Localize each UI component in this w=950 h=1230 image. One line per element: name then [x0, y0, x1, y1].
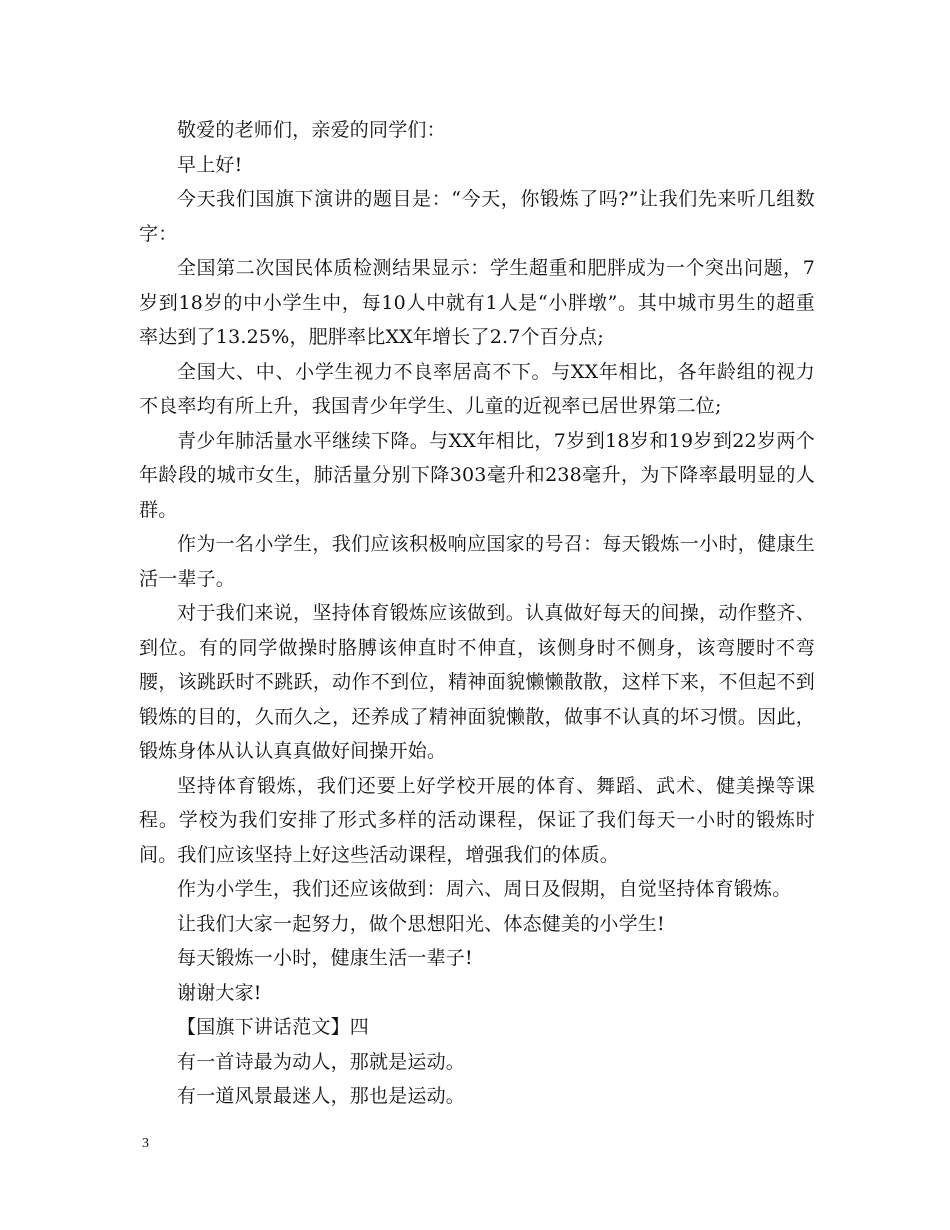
paragraph-slogan: 每天锻炼一小时，健康生活一辈子! — [177, 947, 473, 969]
section-heading: 【国旗下讲话范文】四 — [177, 1016, 370, 1038]
document-body — [139, 113, 815, 1114]
paragraph-thanks: 谢谢大家! — [177, 981, 262, 1004]
paragraph-lung-capacity: 青少年肺活量水平继续下降。与XX年相比，7岁到18岁和19岁到22岁两个年龄段的城市女生，肺活量分别下降303毫升和238毫升，为下降率最明显的人群。 — [139, 429, 815, 521]
paragraph-speech-topic: 今天我们国旗下演讲的题目是：“今天，你锻炼了吗?”让我们先来听几组数字： — [139, 188, 815, 245]
paragraph-good-morning: 早上好! — [177, 153, 243, 176]
paragraph-weekend-exercise: 作为小学生，我们还应该做到：周六、周日及假期，自觉坚持体育锻炼。 — [177, 878, 792, 900]
paragraph-daily-exercises: 对于我们来说，坚持体育锻炼应该做到。认真做好每天的间操，动作整齐、到位。有的同学做操时胳膊该伸直时不伸直，该侧身时不侧身，该弯腰时不弯腰，该跳跃时不跳跃，动作不到位，精神面貌懒懒散散，这样下来，不但起不到锻炼的目的，久而久之，还养成了精神面貌懒散，做事不认真的坏习惯。因此，锻炼身体从认认真真做好间操开始。 — [139, 602, 815, 762]
paragraph-fitness-survey: 全国第二次国民体质检测结果显示：学生超重和肥胖成为一个突出问题，7岁到18岁的中小学生中，每10人中就有1人是“小胖墩”。其中城市男生的超重率达到了13.25%，肥胖率比XX年增长了2.7个百分点; — [139, 257, 815, 348]
page-number: 3 — [142, 1136, 149, 1151]
paragraph-greeting: 敬爱的老师们，亲爱的同学们： — [177, 119, 446, 141]
paragraph-work-together: 让我们大家一起努力，做个思想阳光、体态健美的小学生! — [177, 912, 665, 935]
paragraph-school-courses: 坚持体育锻炼，我们还要上好学校开展的体育、舞蹈、武术、健美操等课程。学校为我们安排了形式多样的活动课程，保证了我们每天一小时的锻炼时间。我们应该坚持上好这些活动课程，增强我们的体质。 — [139, 774, 815, 866]
paragraph-eyesight: 全国大、中、小学生视力不良率居高不下。与XX年相比，各年龄组的视力不良率均有所上升，我国青少年学生、儿童的近视率已居世界第二位; — [139, 360, 815, 417]
paragraph-scenery: 有一道风景最迷人，那也是运动。 — [177, 1085, 466, 1107]
paragraph-poem: 有一首诗最为动人，那就是运动。 — [177, 1050, 466, 1073]
paragraph-response-call: 作为一名小学生，我们应该积极响应国家的号召：每天锻炼一小时，健康生活一辈子。 — [139, 533, 815, 590]
